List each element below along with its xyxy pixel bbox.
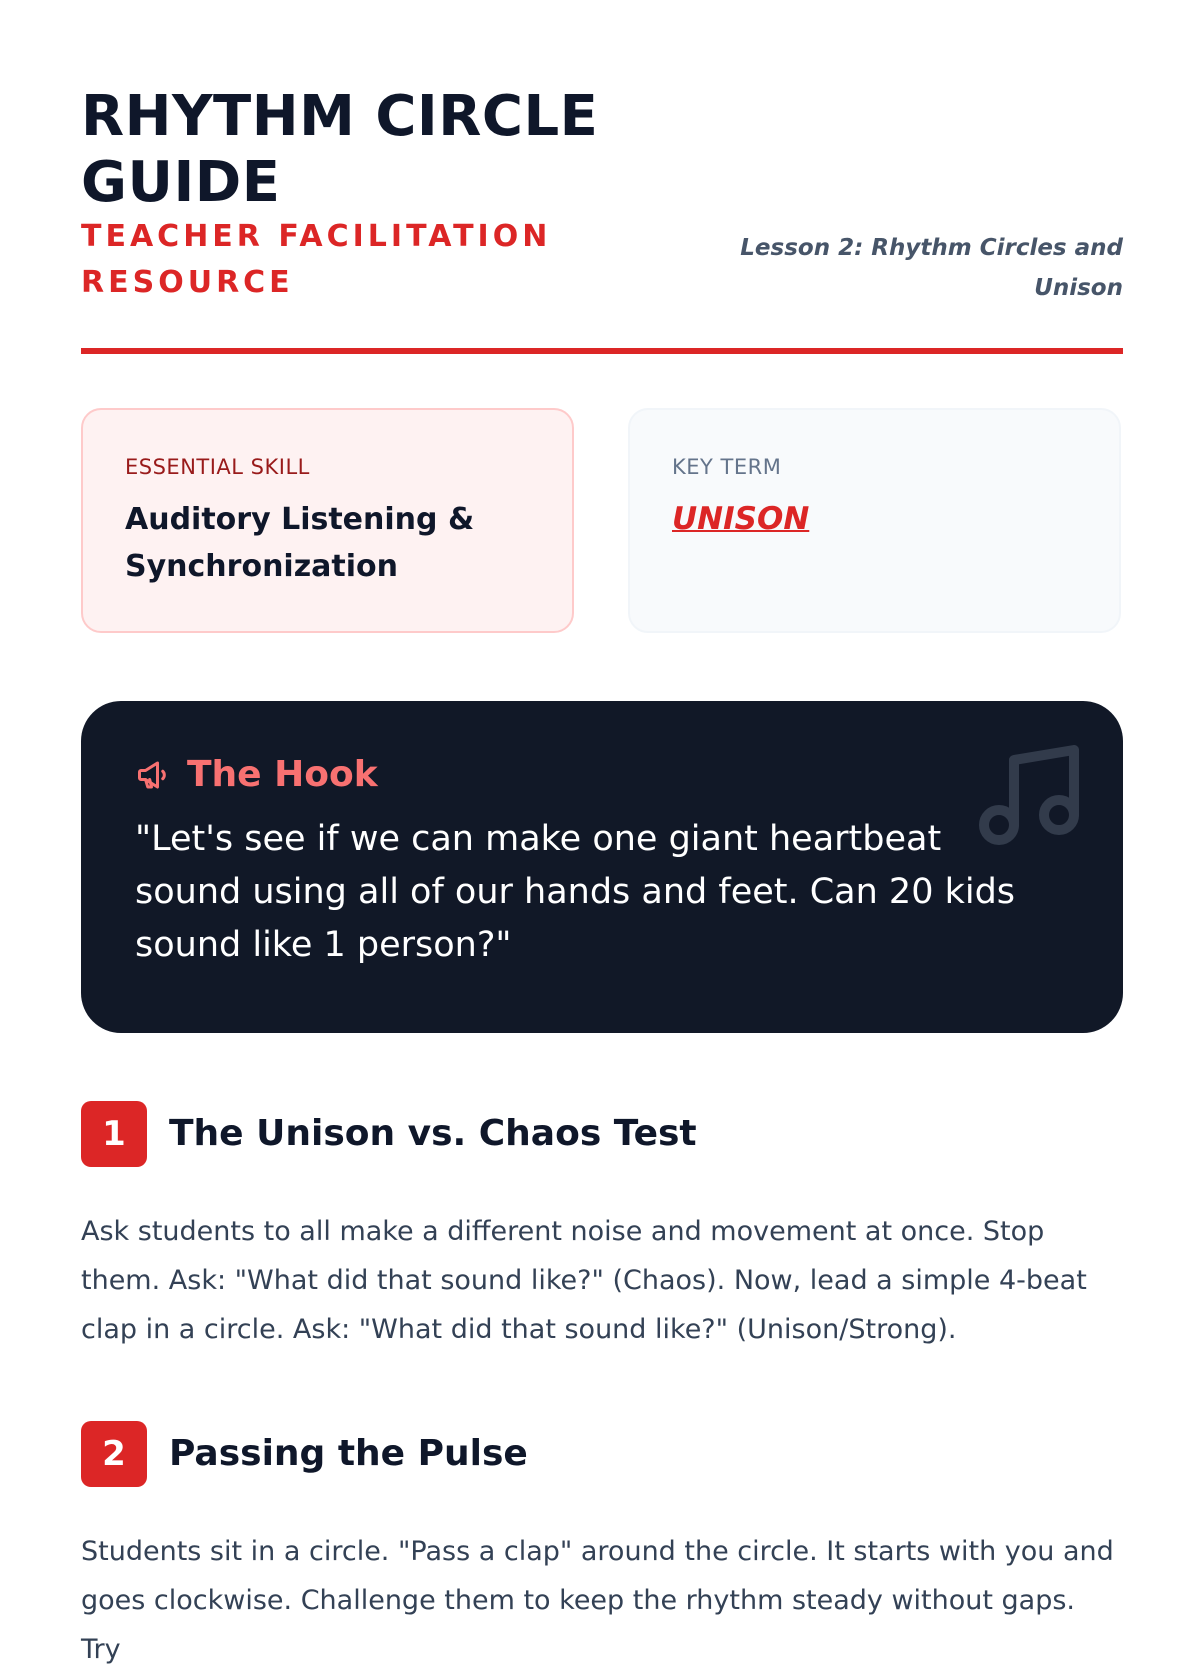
key-term-card — [628, 408, 1121, 633]
lesson-label: Lesson 2: Rhythm Circles and Unison — [740, 235, 1123, 301]
page-title: RHYTHM CIRCLE GUIDE — [81, 84, 599, 215]
step-section — [81, 1101, 1123, 1354]
step-number-badge: 1 — [81, 1101, 147, 1167]
hook-panel — [81, 701, 1123, 1033]
step-heading — [81, 1101, 1123, 1167]
hook-title: The Hook — [187, 754, 378, 795]
essential-skill-value: Auditory Listening & Synchronization — [125, 502, 475, 584]
step-description: Ask students to all make a different noise and movement at once. Stop them. Ask: "What did that sound like?" (Chaos). Now, lead a simple 4-beat clap in a circle. Ask: "What did that sound like?" (Unison/Strong). — [81, 1216, 1087, 1345]
hook-quote: "Let's see if we can make one giant heartbeat sound using all of our hands and feet. Can 20 kids sound like 1 person?" — [135, 819, 1016, 965]
step-section — [81, 1421, 1123, 1674]
essential-skill-card — [81, 408, 574, 633]
key-term-label: KEY TERM — [672, 455, 782, 479]
megaphone-icon — [135, 757, 171, 793]
essential-skill-label: ESSENTIAL SKILL — [125, 455, 310, 479]
page-header — [81, 84, 1123, 356]
step-description: Students sit in a circle. "Pass a clap" around the circle. It starts with you and goes clockwise. Challenge them to keep the rhythm steady without gaps. Try — [81, 1536, 1114, 1665]
step-title: Passing the Pulse — [169, 1433, 528, 1474]
music-note-icon — [969, 735, 1089, 855]
step-heading — [81, 1421, 1123, 1487]
page-subtitle: TEACHER FACILITATION RESOURCE — [81, 219, 552, 300]
hook-heading — [135, 751, 1069, 799]
step-title: The Unison vs. Chaos Test — [169, 1113, 697, 1154]
key-term-value: UNISON — [672, 501, 810, 537]
header-divider — [81, 348, 1123, 354]
step-number-badge: 2 — [81, 1421, 147, 1487]
